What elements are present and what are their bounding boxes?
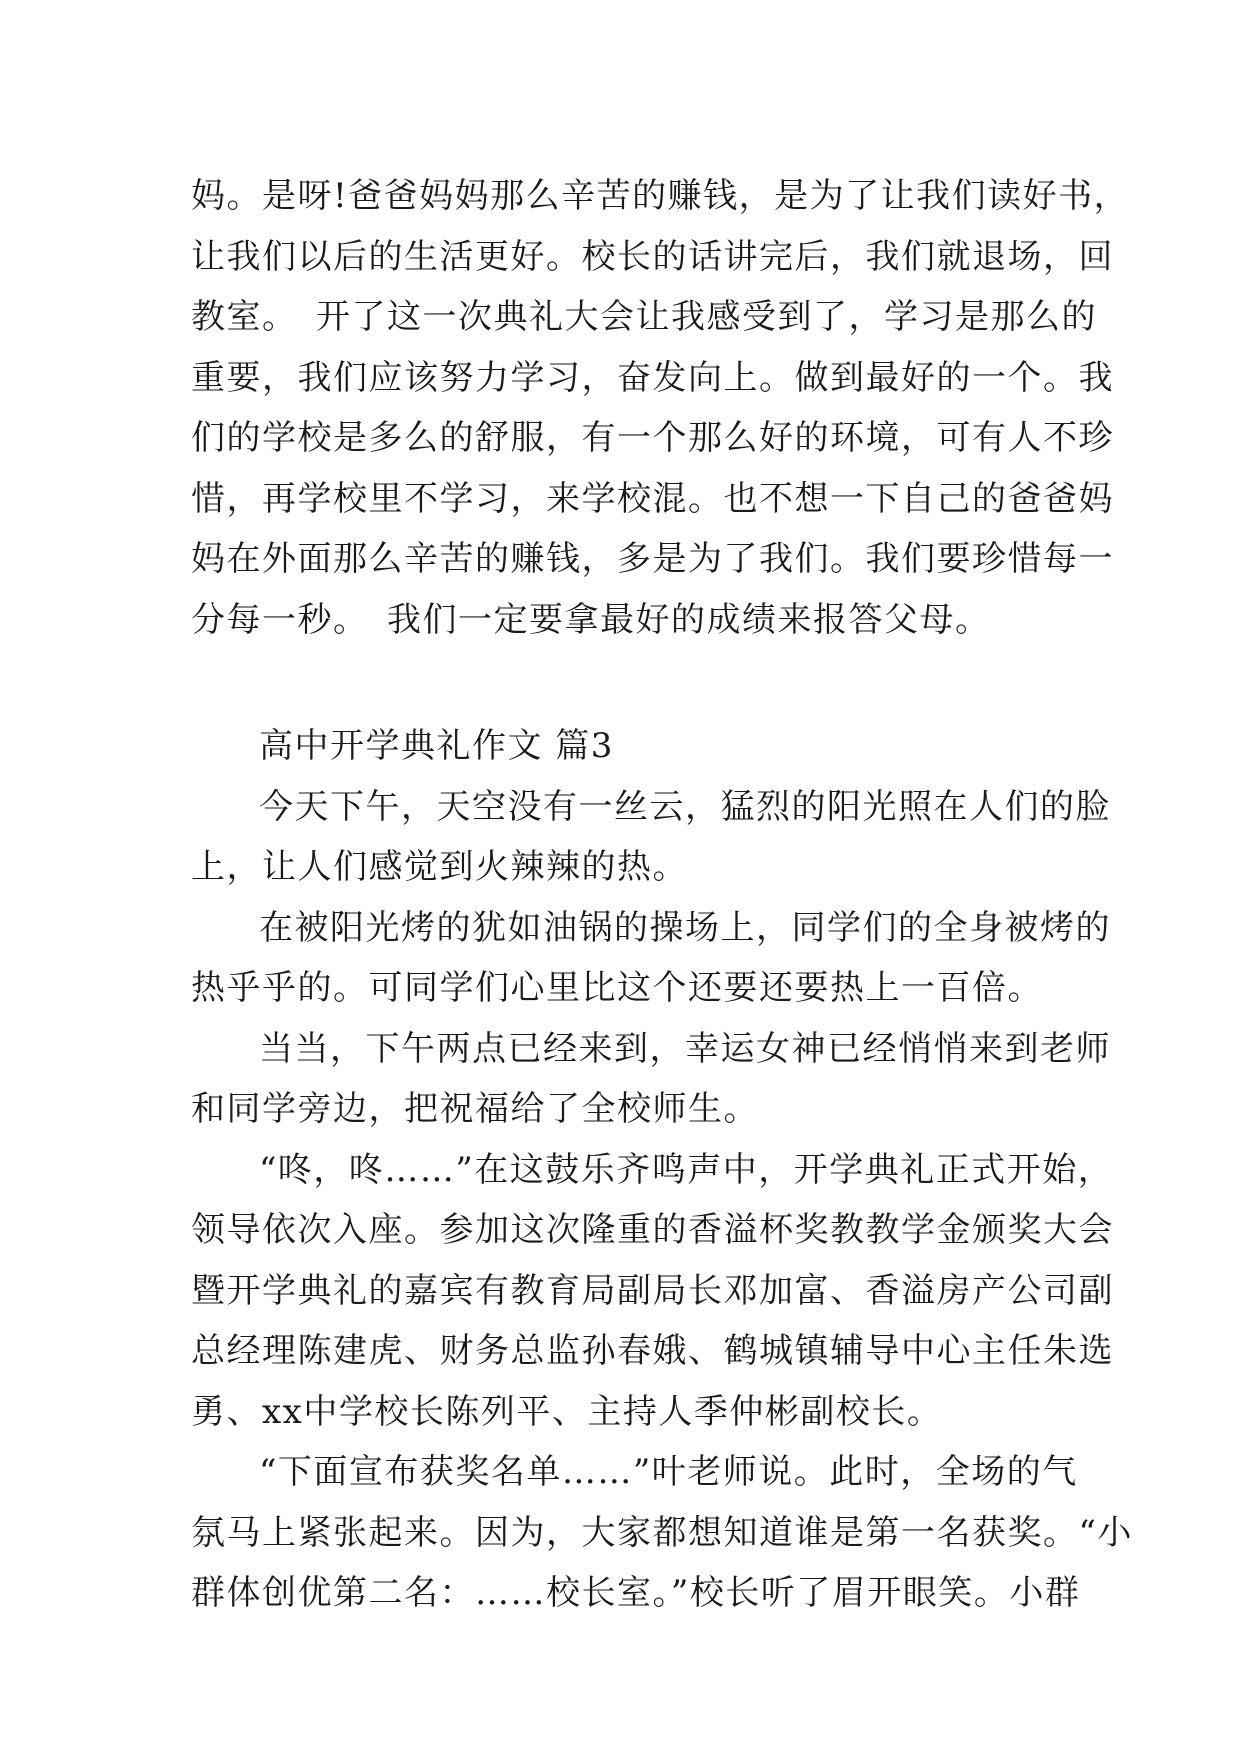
paragraph-line: 上，让人们感觉到火辣辣的热。 xyxy=(191,847,688,887)
text-line: 分每一秒。 我们一定要拿最好的成绩来报答父母。 xyxy=(191,599,991,640)
text-line: 惜，再学校里不学习，来学校混。也不想一下自己的爸爸妈 xyxy=(191,478,1114,519)
text-line: 重要，我们应该努力学习，奋发向上。做到最好的一个。我 xyxy=(191,357,1114,398)
paragraph-line: “咚，咚……”在这鼓乐齐鸣声中，开学典礼正式开始， xyxy=(259,1149,1114,1190)
document-page xyxy=(191,166,1133,1624)
text-line: 妈。是呀!爸爸妈妈那么辛苦的赚钱，是为了让我们读好书， xyxy=(191,176,1130,216)
paragraph-line: 当当，下午两点已经来到，幸运女神已经悄悄来到老师 xyxy=(259,1028,1111,1069)
paragraph-line: 和同学旁边，把祝福给了全校师生。 xyxy=(191,1089,759,1129)
section-title: 高中开学典礼作文 篇3 xyxy=(259,726,614,766)
paragraph-line: 勇、xx中学校长陈列平、主持人季仲彬副校长。 xyxy=(191,1391,943,1432)
paragraph-line: 在被阳光烤的犹如油锅的操场上，同学们的全身被烤的 xyxy=(259,907,1111,948)
text-line: 们的学校是多么的舒服，有一个那么好的环境，可有人不珍 xyxy=(191,418,1114,458)
paragraph-line: 领导依次入座。参加这次隆重的香溢杯奖教教学金颁奖大会 xyxy=(191,1210,1114,1250)
paragraph-line: 总经理陈建虎、财务总监孙春娥、鹤城镇辅导中心主任朱选 xyxy=(191,1331,1114,1371)
paragraph-line: “下面宣布获奖名单……”叶老师说。此时，全场的气 xyxy=(259,1452,1078,1492)
text-line: 妈在外面那么辛苦的赚钱，多是为了我们。我们要珍惜每一 xyxy=(191,539,1114,579)
paragraph-line: 群体创优第二名：……校长室。”校长听了眉开眼笑。小群 xyxy=(191,1573,1081,1613)
paragraph-line: 热乎乎的。可同学们心里比这个还要还要热上一百倍。 xyxy=(191,968,1043,1008)
paragraph-line: 暨开学典礼的嘉宾有教育局副局长邓加富、香溢房产公司副 xyxy=(191,1270,1114,1311)
text-line: 让我们以后的生活更好。校长的话讲完后，我们就退场，回 xyxy=(191,236,1114,277)
paragraph-line: 氛马上紧张起来。因为，大家都想知道谁是第一名获奖。“小 xyxy=(191,1512,1133,1553)
section-gap xyxy=(191,650,1051,716)
paragraph-line: 今天下午，天空没有一丝云，猛烈的阳光照在人们的脸 xyxy=(259,786,1111,827)
text-line: 教室。 开了这一次典礼大会让我感受到了，学习是那么的 xyxy=(191,297,1097,337)
